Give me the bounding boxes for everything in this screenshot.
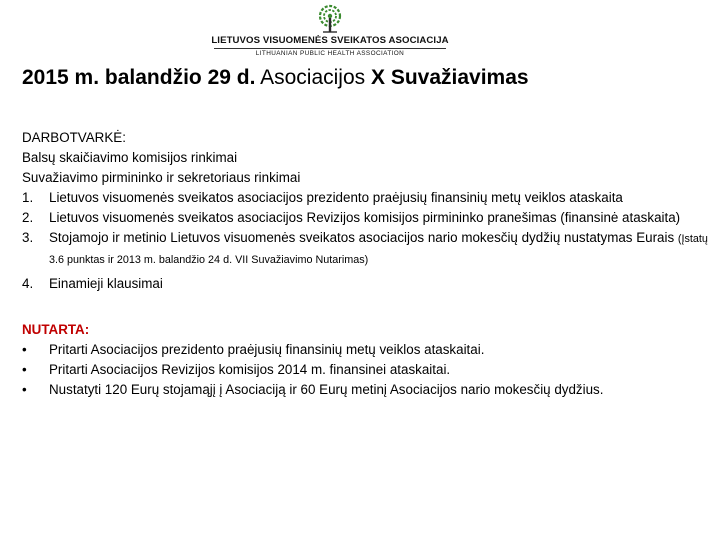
agenda-item-1 xyxy=(22,188,712,208)
agenda-item-number: 1. xyxy=(22,190,34,205)
bullet-icon: • xyxy=(22,342,27,357)
resolved-item-text: Pritarti Asociacijos prezidento praėjusių finansinių metų veiklos ataskaitai. xyxy=(49,342,485,357)
title-congress: X Suvažiavimas xyxy=(370,66,529,89)
logo-name: LIETUVOS VISUOMENĖS SVEIKATOS ASOCIACIJA xyxy=(211,35,449,46)
agenda-item-number: 4. xyxy=(22,276,34,291)
resolved-item-1 xyxy=(22,340,712,360)
bullet-icon: • xyxy=(22,362,27,377)
agenda-item-text xyxy=(49,228,712,270)
resolved-item-3 xyxy=(22,380,712,400)
logo-subtitle: LITHUANIAN PUBLIC HEALTH ASSOCIATION xyxy=(255,50,405,57)
resolved-item-2 xyxy=(22,360,712,380)
resolved-heading: NUTARTA: xyxy=(22,322,90,337)
agenda-content xyxy=(22,128,712,400)
resolved-item-text: Pritarti Asociacijos Revizijos komisijos 2014 m. finansinei ataskaitai. xyxy=(49,362,451,377)
agenda-item-text: Lietuvos visuomenės sveikatos asociacijos Revizijos komisijos pirmininko pranešimas (finansinė ataskaita) xyxy=(49,210,681,225)
agenda-item-reference: (Įstatų 3.6 punktas ir 2013 m. balandžio 24 d. VII Suvažiavimo Nutarimas) xyxy=(49,233,708,266)
spacer xyxy=(22,294,712,320)
resolved-item-text: Nustatyti 120 Eurų stojamąjį į Asociaciją ir 60 Eurų metinį Asociacijos nario mokesčių dydžius. xyxy=(49,382,604,397)
agenda-heading: DARBOTVARKĖ: xyxy=(22,130,126,145)
agenda-line-2: Suvažiavimo pirmininko ir sekretoriaus rinkimai xyxy=(22,170,301,185)
bullet-icon: • xyxy=(22,382,27,397)
tree-emblem-icon xyxy=(315,4,345,34)
title-assoc: Asociacijos xyxy=(255,66,371,89)
agenda-line-1: Balsų skaičiavimo komisijos rinkimai xyxy=(22,150,238,165)
title-date: 2015 m. balandžio 29 d. xyxy=(22,66,256,89)
agenda-item-text-main: Stojamojo ir metinio Lietuvos visuomenės sveikatos asociacijos nario mokesčių dydžių nustatymas Eurais xyxy=(49,230,678,245)
logo-divider xyxy=(214,48,446,49)
association-logo xyxy=(210,4,450,64)
agenda-item-2 xyxy=(22,208,712,228)
agenda-item-3 xyxy=(22,228,712,270)
agenda-item-number: 2. xyxy=(22,210,34,225)
agenda-item-4 xyxy=(22,274,712,294)
agenda-item-text: Einamieji klausimai xyxy=(49,276,163,291)
agenda-item-number: 3. xyxy=(22,230,34,245)
page-title xyxy=(22,66,529,90)
agenda-item-text: Lietuvos visuomenės sveikatos asociacijos prezidento praėjusių finansinių metų veiklos ataskaita xyxy=(49,190,623,205)
